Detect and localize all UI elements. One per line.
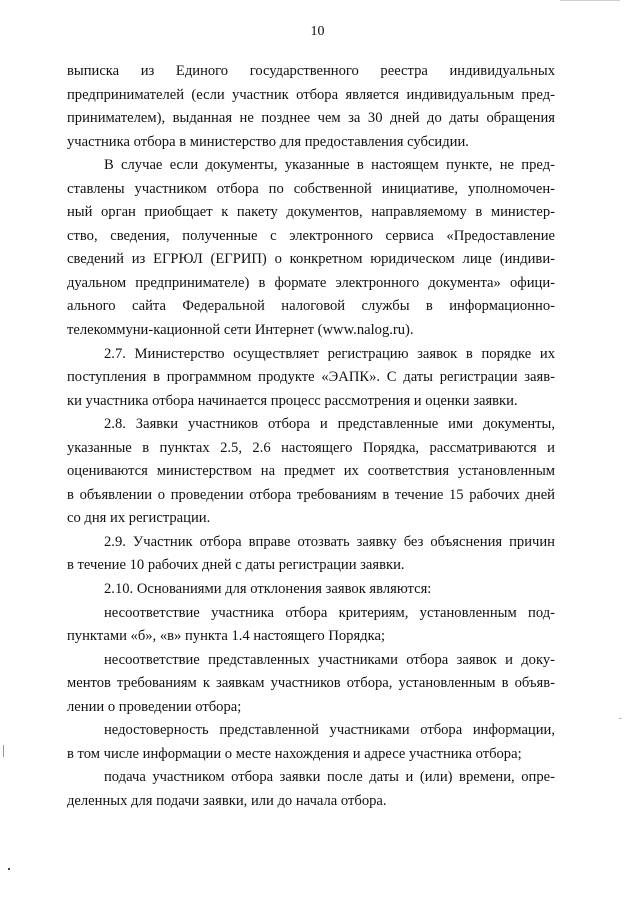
text-line: ки участника отбора начинается процесс рассмотрения и оценки заявки.	[67, 392, 518, 409]
text-line: лении о проведении отбора;	[67, 698, 242, 715]
text-line: ментов требованиям к заявкам участников отбора, установленным в объяв-	[67, 675, 555, 692]
paragraph	[67, 413, 555, 531]
scan-artifact	[560, 0, 620, 1]
text-line: 2.7. Министерство осуществляет регистрацию заявок в порядке их	[104, 345, 555, 362]
scan-artifact	[3, 745, 4, 757]
scan-artifact	[8, 868, 10, 870]
paragraph	[67, 343, 555, 414]
text-line: участника отбора в министерство для предоставления субсидии.	[67, 133, 469, 150]
text-line: выписка из Единого государственного реестра индивидуальных	[67, 63, 555, 79]
text-line: подача участником отбора заявки после даты и (или) времени, опре-	[104, 769, 555, 786]
text-line: недостоверность представленной участниками отбора информации,	[104, 722, 555, 739]
text-line: в объявлении о проведении отбора требованиям в течение 15 рабочих дней	[67, 486, 555, 503]
text-line: телекоммуни-кационной сети Интернет (www.nalog.ru).	[67, 322, 414, 339]
paragraph	[67, 531, 555, 578]
text-line: в том числе информации о месте нахождения и адресе участника отбора;	[67, 745, 522, 762]
paragraph	[67, 602, 555, 649]
scan-artifact	[619, 718, 622, 719]
text-line: предпринимателей (если участник отбора является индивидуальным пред-	[67, 86, 555, 103]
text-line: В случае если документы, указанные в настоящем пункте, не пред-	[104, 157, 555, 174]
text-line: несоответствие представленных участниками отбора заявок и доку-	[104, 651, 555, 668]
text-line: несоответствие участника отбора критериям, установленным под-	[104, 604, 555, 621]
paragraph	[67, 578, 555, 602]
document-body	[67, 60, 555, 814]
text-line: деленных для подачи заявки, или до начала отбора.	[67, 792, 387, 809]
text-line: 2.9. Участник отбора вправе отозвать заявку без объяснения причин	[104, 533, 555, 550]
text-line: ального сайта Федеральной налоговой службы в информационно-	[67, 298, 555, 315]
paragraph	[67, 60, 555, 154]
paragraph	[67, 649, 555, 720]
text-line: сведений из ЕГРЮЛ (ЕГРИП) о конкретном юридическом лице (индиви-	[67, 251, 555, 268]
text-line: со дня их регистрации.	[67, 510, 211, 527]
text-line: поступления в программном продукте «ЭАПК». С даты регистрации заяв-	[67, 369, 555, 386]
text-line: ный орган приобщает к пакету документов, направляемому в министер-	[67, 204, 555, 221]
text-line: ставлены участником отбора по собственной инициативе, уполномочен-	[67, 180, 555, 197]
text-line: в течение 10 рабочих дней с даты регистрации заявки.	[67, 557, 405, 574]
paragraph	[67, 766, 555, 813]
text-line: ство, сведения, полученные с электронного сервиса «Предоставление	[67, 227, 555, 244]
text-line: пунктами «б», «в» пункта 1.4 настоящего Порядка;	[67, 628, 386, 645]
paragraph	[67, 154, 555, 342]
text-line: 2.8. Заявки участников отбора и представленные ими документы,	[104, 416, 555, 433]
text-line: дуальном предпринимателе) в формате электронного документа» офици-	[67, 274, 555, 291]
text-line: принимателем), выданная не позднее чем за 30 дней до даты обращения	[67, 110, 555, 127]
page-number: 10	[310, 24, 325, 39]
paragraph	[67, 719, 555, 766]
text-line: оцениваются министерством на предмет их соответствия установленным	[67, 463, 555, 480]
text-line: 2.10. Основаниями для отклонения заявок являются:	[104, 581, 432, 598]
text-line: указанные в пунктах 2.5, 2.6 настоящего Порядка, рассматриваются и	[67, 439, 555, 456]
